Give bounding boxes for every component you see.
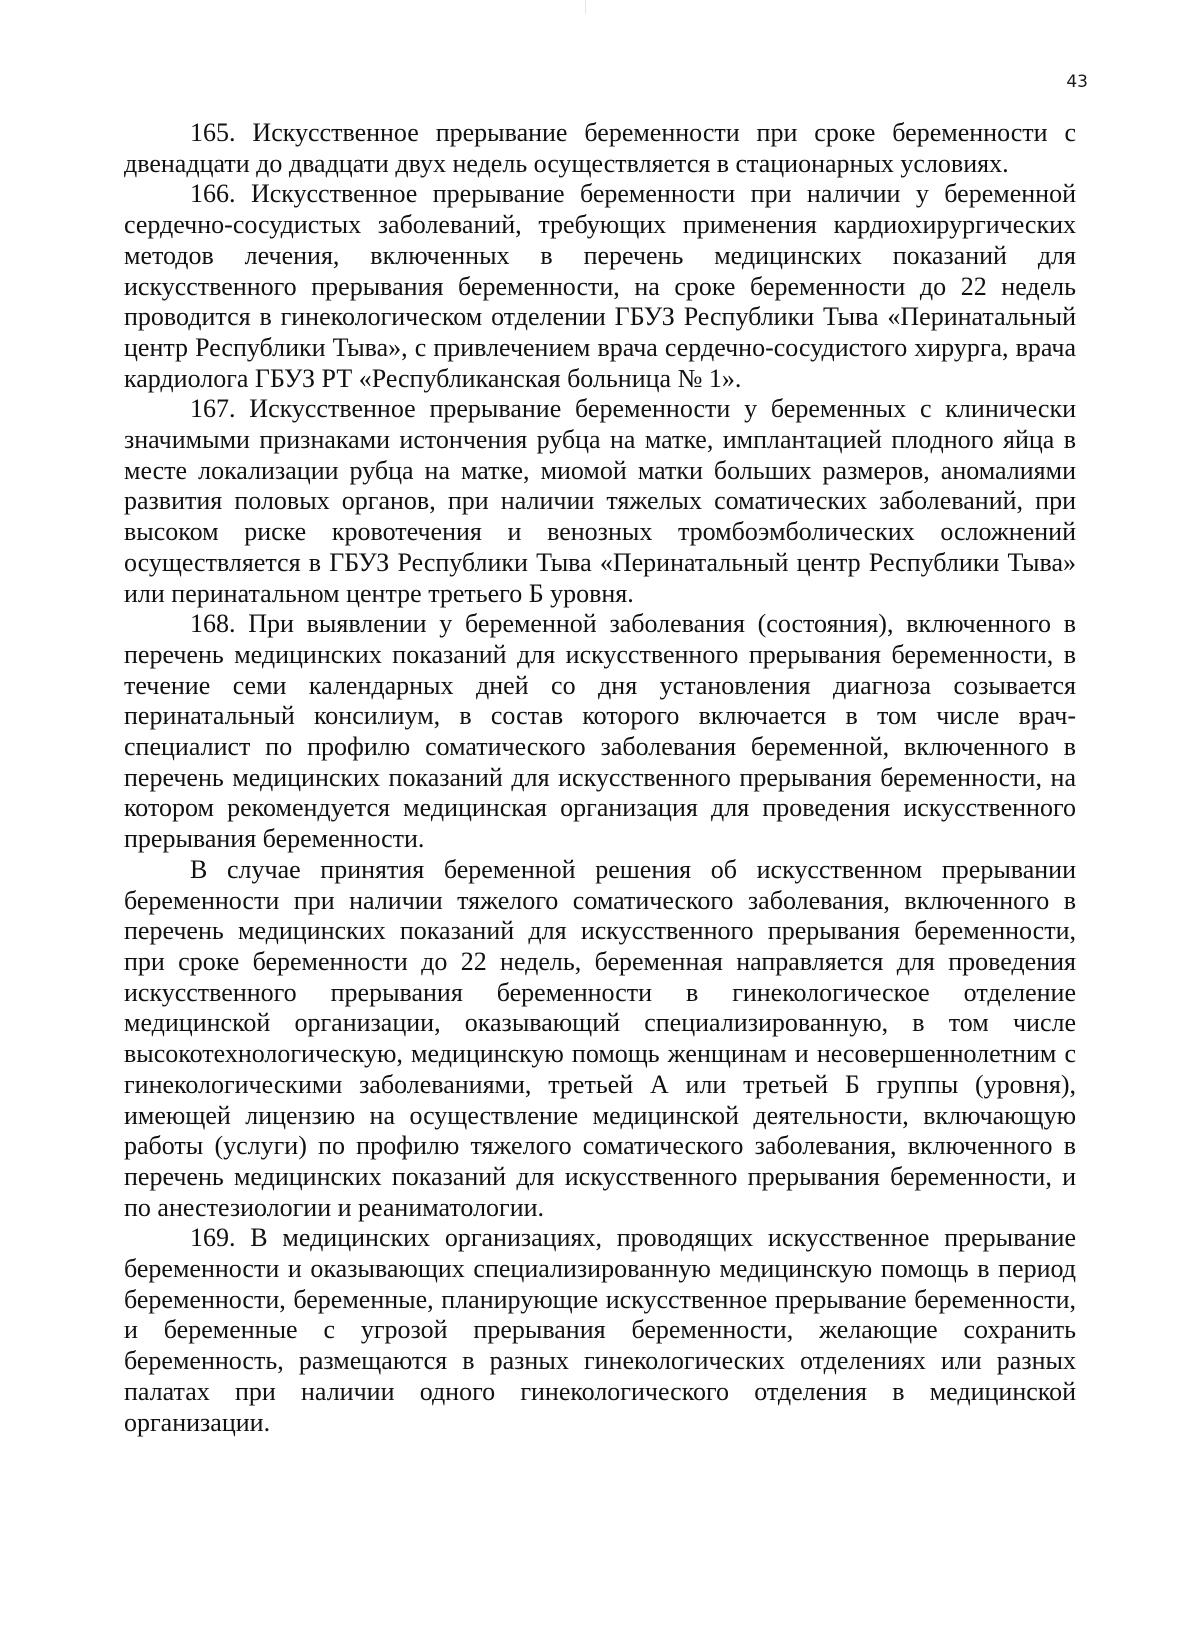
paragraph-167: 167. Искусственное прерывание беременности у беременных с клинически значимыми признаками истончения рубца на матке, имплантацией плодного яйца в месте локализации рубца на матке, миомой матки больших размеров, аномалиями развития половых органов, при наличии тяжелых соматических заболеваний, при высоком риске кровотечения и венозных тромбоэмболических осложнений осуществляется в ГБУЗ Республики Тыва «Перинатальный центр Республики Тыва» или перинатальном центре третьего Б уровня. [124,394,1076,608]
paragraph-166: 166. Искусственное прерывание беременности при наличии у беременной сердечно-сосудистых заболеваний, требующих применения кардиохирургических методов лечения, включенных в перечень медицинских показаний для искусственного прерывания беременности, на сроке беременности до 22 недель проводится в гинекологическом отделении ГБУЗ Республики Тыва «Перинатальный центр Республики Тыва», с привлечением врача сердечно-сосудистого хирурга, врача кардиолога ГБУЗ РТ «Республиканская больница № 1». [124,179,1076,393]
paragraph-165: 165. Искусственное прерывание беременности при сроке беременности с двенадцати до двадцати двух недель осуществляется в стационарных условиях. [124,118,1076,178]
paragraph-168-continuation: В случае принятия беременной решения об искусственном прерывании беременности при наличии тяжелого соматического заболевания, включенного в перечень медицинских показаний для искусственного прерывания беременности, при сроке беременности до 22 недель, беременная направляется для проведения искусственного прерывания беременности в гинекологическое отделение медицинской организации, оказывающий специализированную, в том числе высокотехнологическую, медицинскую помощь женщинам и несовершеннолетним с гинекологическими заболеваниями, третьей А или третьей Б группы (уровня), имеющей лицензию на осуществление медицинской деятельности, включающую работы (услуги) по профилю тяжелого соматического заболевания, включенного в перечень медицинских показаний для искусственного прерывания беременности, и по анестезиологии и реаниматологии. [124,854,1076,1222]
paragraph-169: 169. В медицинских организациях, проводящих искусственное прерывание беременности и оказывающих специализированную медицинскую помощь в период беременности, беременные, планирующие искусственное прерывание беременности, и беременные с угрозой прерывания беременности, желающие сохранить беременность, размещаются в разных гинекологических отделениях или разных палатах при наличии одного гинекологического отделения в медицинской организации. [124,1223,1076,1437]
paragraph-168: 168. При выявлении у беременной заболевания (состояния), включенного в перечень медицинских показаний для искусственного прерывания беременности, в течение семи календарных дней со дня установления диагноза созывается перинатальный консилиум, в состав которого включается в том числе врач-специалист по профилю соматического заболевания беременной, включенного в перечень медицинских показаний для искусственного прерывания беременности, на котором рекомендуется медицинская организация для проведения искусственного прерывания беременности. [124,609,1076,854]
page-number: 43 [1066,72,1088,92]
scan-artifact [585,0,586,14]
document-body [124,118,1076,1438]
